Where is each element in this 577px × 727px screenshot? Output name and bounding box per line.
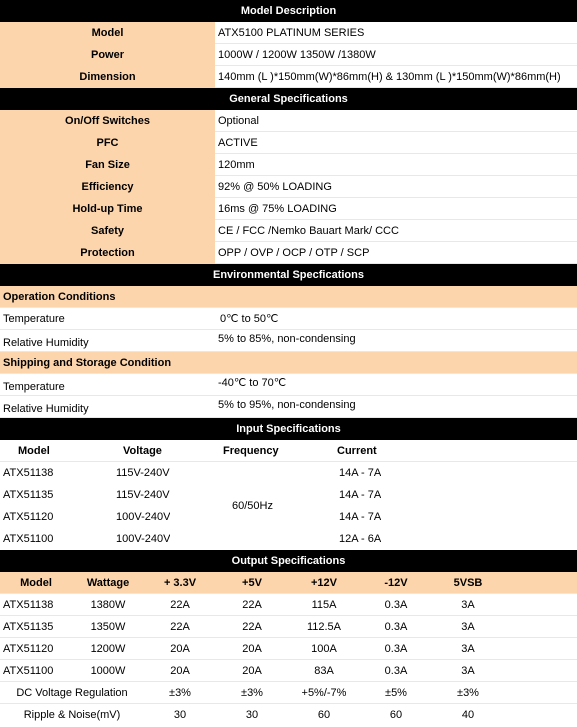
section-header-input-specifications: Input Specifications <box>0 418 577 440</box>
env-row-ship-humidity <box>0 396 577 418</box>
input-model: ATX51100 <box>3 533 54 545</box>
env-label: Relative Humidity <box>3 337 89 349</box>
spec-value: 1000W / 1200W 1350W /1380W <box>218 49 376 61</box>
spec-label: On/Off Switches <box>0 110 215 132</box>
table-row <box>0 506 577 528</box>
spec-label: Dimension <box>0 66 215 88</box>
input-col-current: Current <box>337 445 377 457</box>
spec-row-dimension <box>0 66 577 88</box>
output-ripple-value: 30 <box>173 709 187 721</box>
output-5vsb: 3A <box>461 621 475 633</box>
env-value: -40℃ to 70℃ <box>218 377 287 389</box>
output-3v3: 20A <box>170 665 190 677</box>
output-5v: 20A <box>242 643 262 655</box>
output-col-neg12v: -12V <box>384 577 408 589</box>
table-row <box>0 528 577 550</box>
spec-label: Safety <box>0 220 215 242</box>
output-5vsb: 3A <box>461 643 475 655</box>
input-model: ATX51135 <box>3 489 54 501</box>
spec-value: Optional <box>218 115 259 127</box>
table-row <box>0 660 577 682</box>
output-col-5v: +5V <box>242 577 262 589</box>
output-neg12v: 0.3A <box>384 665 408 677</box>
output-neg12v: 0.3A <box>384 599 408 611</box>
spec-value: OPP / OVP / OCP / OTP / SCP <box>218 247 370 259</box>
env-value: 5% to 85%, non-condensing <box>218 333 356 345</box>
input-voltage: 115V-240V <box>116 489 170 501</box>
input-model: ATX51138 <box>3 467 54 479</box>
output-ripple-label: Ripple & Noise(mV) <box>23 709 121 721</box>
env-value: 0℃ to 50℃ <box>220 313 279 325</box>
output-3v3: 22A <box>170 621 190 633</box>
output-5v: 22A <box>242 621 262 633</box>
section-header-general-specifications: General Specifications <box>0 88 577 110</box>
spec-value: CE / FCC /Nemko Bauart Mark/ CCC <box>218 225 399 237</box>
output-regulation-value: ±3% <box>169 687 191 699</box>
input-column-headers <box>0 440 577 462</box>
spec-value: 120mm <box>218 159 255 171</box>
env-value: 5% to 95%, non-condensing <box>218 399 356 411</box>
output-neg12v: 0.3A <box>384 621 408 633</box>
output-ripple-value: 60 <box>389 709 403 721</box>
input-col-model: Model <box>18 445 50 457</box>
section-header-output-specifications: Output Specifications <box>0 550 577 572</box>
output-12v: 83A <box>314 665 334 677</box>
table-row <box>0 638 577 660</box>
spec-row-pfc <box>0 132 577 154</box>
spec-label: Fan Size <box>0 154 215 176</box>
output-model: ATX51138 <box>3 599 54 611</box>
output-5vsb: 3A <box>461 599 475 611</box>
input-current: 14A - 7A <box>339 489 382 501</box>
input-current: 12A - 6A <box>339 533 382 545</box>
env-row-ship-temperature <box>0 374 577 396</box>
output-col-wattage: Wattage <box>86 577 130 589</box>
spec-row-holdup <box>0 198 577 220</box>
output-neg12v: 0.3A <box>384 643 408 655</box>
spec-row-onoff <box>0 110 577 132</box>
output-regulation-value: ±5% <box>385 687 407 699</box>
spec-row-model <box>0 22 577 44</box>
spec-value: 16ms @ 75% LOADING <box>218 203 337 215</box>
output-model: ATX51100 <box>3 665 54 677</box>
spec-row-fan-size <box>0 154 577 176</box>
spec-row-efficiency <box>0 176 577 198</box>
spec-label: Efficiency <box>0 176 215 198</box>
output-col-12v: +12V <box>311 577 337 589</box>
input-current: 14A - 7A <box>339 511 382 523</box>
output-12v: 115A <box>311 599 337 611</box>
input-model: ATX51120 <box>3 511 54 523</box>
env-row-op-temperature <box>0 308 577 330</box>
output-12v: 100A <box>311 643 337 655</box>
output-12v: 112.5A <box>306 621 342 633</box>
output-row-regulation <box>0 682 577 704</box>
output-5v: 20A <box>242 665 262 677</box>
subsection-shipping-storage: Shipping and Storage Condition <box>0 352 577 374</box>
spec-row-protection <box>0 242 577 264</box>
input-current: 14A - 7A <box>339 467 382 479</box>
spec-value: 140mm (L )*150mm(W)*86mm(H) & 130mm (L )*150mm(W)*86mm(H) <box>218 71 561 83</box>
section-header-model-description: Model Description <box>0 0 577 22</box>
spec-row-power <box>0 44 577 66</box>
output-ripple-value: 40 <box>461 709 475 721</box>
output-5vsb: 3A <box>461 665 475 677</box>
output-regulation-value: ±3% <box>457 687 479 699</box>
output-wattage: 1380W <box>90 599 126 611</box>
spec-value: ACTIVE <box>218 137 258 149</box>
input-voltage: 115V-240V <box>116 467 170 479</box>
output-column-headers <box>0 572 577 594</box>
output-model: ATX51135 <box>3 621 54 633</box>
spec-value: 92% @ 50% LOADING <box>218 181 332 193</box>
output-3v3: 20A <box>170 643 190 655</box>
section-header-environmental: Environmental Specfications <box>0 264 577 286</box>
spec-label: Model <box>0 22 215 44</box>
output-wattage: 1200W <box>90 643 126 655</box>
output-regulation-value: ±3% <box>241 687 263 699</box>
input-col-voltage: Voltage <box>123 445 162 457</box>
output-model: ATX51120 <box>3 643 54 655</box>
output-col-model: Model <box>20 577 52 589</box>
input-voltage: 100V-240V <box>116 511 171 523</box>
spec-row-safety <box>0 220 577 242</box>
output-ripple-value: 30 <box>245 709 259 721</box>
output-row-ripple <box>0 704 577 726</box>
env-label: Relative Humidity <box>3 403 89 415</box>
output-col-5vsb: 5VSB <box>453 577 483 589</box>
input-col-frequency: Frequency <box>223 445 279 457</box>
table-row <box>0 616 577 638</box>
input-rows <box>0 462 577 550</box>
env-label: Temperature <box>3 381 65 393</box>
input-frequency-value: 60/50Hz <box>232 500 273 512</box>
output-5v: 22A <box>242 599 262 611</box>
spec-label: Protection <box>0 242 215 264</box>
spec-label: PFC <box>0 132 215 154</box>
subsection-operation-conditions: Operation Conditions <box>0 286 577 308</box>
table-row <box>0 462 577 484</box>
spec-label: Hold-up Time <box>0 198 215 220</box>
table-row <box>0 594 577 616</box>
table-row <box>0 484 577 506</box>
output-wattage: 1000W <box>90 665 126 677</box>
env-row-op-humidity <box>0 330 577 352</box>
env-label: Temperature <box>3 313 65 325</box>
input-voltage: 100V-240V <box>116 533 171 545</box>
spec-label: Power <box>0 44 215 66</box>
spec-value: ATX5100 PLATINUM SERIES <box>218 27 365 39</box>
output-3v3: 22A <box>170 599 190 611</box>
output-regulation-value: +5%/-7% <box>301 687 347 699</box>
output-ripple-value: 60 <box>317 709 331 721</box>
output-regulation-label: DC Voltage Regulation <box>16 687 128 699</box>
output-col-3v3: + 3.3V <box>163 577 197 589</box>
output-wattage: 1350W <box>90 621 126 633</box>
